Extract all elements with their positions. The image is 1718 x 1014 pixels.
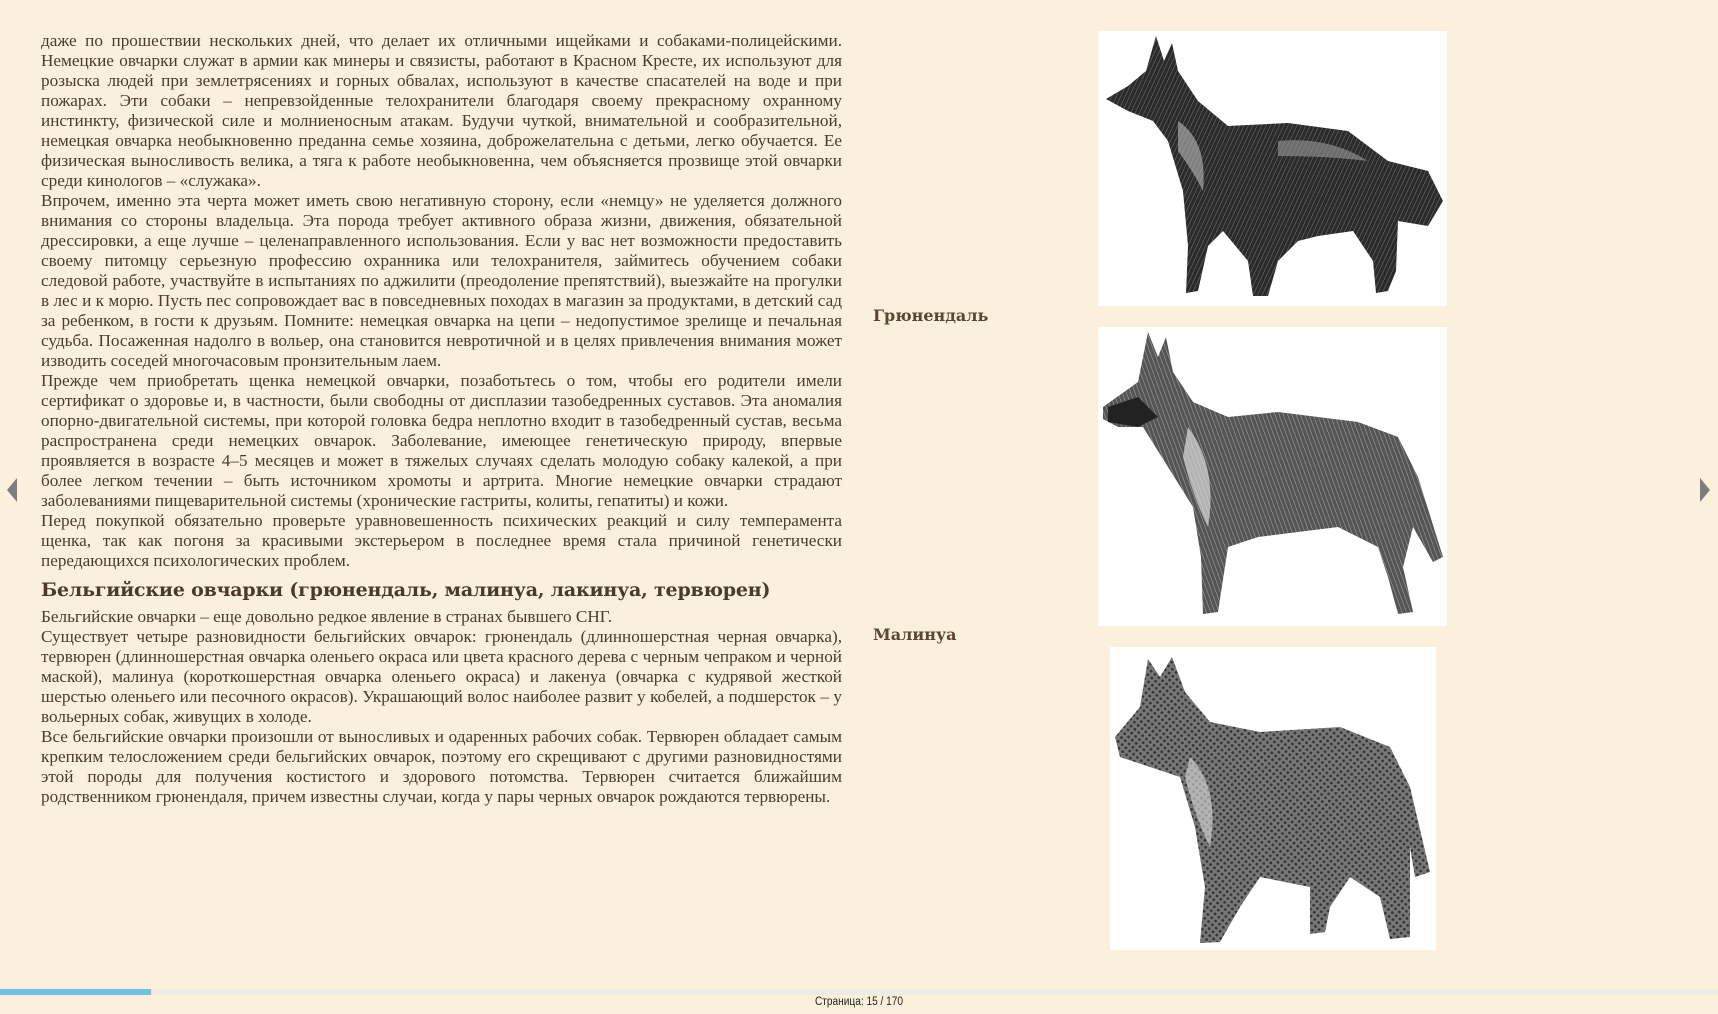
laekenois-dog-illustration-icon (1110, 647, 1436, 950)
paragraph: Перед покупкой обязательно проверьте уравновешенность психических реакций и силу темперамента щенка, так как погоня за красивыми экстерьером в последнее время стала причиной генетически передающихся психологических проблем. (41, 511, 842, 570)
next-page-arrow-icon[interactable] (1700, 478, 1710, 502)
book-text-column (41, 31, 842, 807)
reading-progress-bar[interactable] (0, 989, 1718, 995)
figure-image-malinois (1098, 327, 1447, 626)
paragraph: Существует четыре разновидности бельгийских овчарок: грюнендаль (длинношерстная черная овчарка), тервюрен (длинношерстная овчарка оленьего окраса или цвета красного дерева с черным чепраком и черной маской), малинуа (короткошерстная овчарка оленьего окраса) и лакенуа (овчарка с кудрявой жесткой шерстью оленьего или песочного окрасов). Украшающий волос наиболее развит у кобелей, а подшерсток – у вольерных собак, живущих в холоде. (41, 627, 842, 726)
page-counter: Страница: 15 / 170 (814, 996, 904, 1008)
previous-page-arrow-icon[interactable] (7, 478, 17, 502)
malinois-dog-illustration-icon (1098, 327, 1447, 626)
groenendael-dog-illustration-icon (1098, 31, 1447, 306)
paragraph: Впрочем, именно эта черта может иметь свою негативную сторону, если «немцу» не уделяется должного внимания со стороны владельца. Эта порода требует активного образа жизни, движения, обязательной дрессировки, а еще лучше – целенаправленного использования. Если у вас нет возможности предоставить своему питомцу серьезную профессию охранника или телохранителя, займитесь обучением собаки следовой работе, участвуйте в испытаниях по аджилити (преодоление препятствий), выезжайте на прогулки в лес и к морю. Пусть пес сопровождает вас в повседневных походах в магазин за продуктами, в детский сад за ребенком, в гости к друзьям. Помните: немецкая овчарка на цепи – недопустимое зрелище и печальная судьба. Посаженная надолго в вольер, она становится невротичной и в целях привлечения внимания может изводить соседей многочасовым пронзительным лаем. (41, 191, 842, 370)
figure-caption: Грюнендаль (873, 306, 989, 325)
figure-caption: Малинуа (873, 625, 957, 644)
paragraph: Все бельгийские овчарки произошли от выносливых и одаренных рабочих собак. Тервюрен обладает самым крепким телосложением среди бельгийских овчарок, поэтому его скрещивают с другими разновидностями этой породы для получения костистого и здорового потомства. Тервюрен считается ближайшим родственником грюнендаля, причем известны случаи, когда у пары черных овчарок рождаются тервюрены. (41, 727, 842, 806)
reading-progress-fill (0, 989, 151, 995)
section-heading: Бельгийские овчарки (грюнендаль, малинуа, лакинуа, тервюрен) (41, 579, 771, 601)
paragraph: Прежде чем приобретать щенка немецкой овчарки, позаботьтесь о том, чтобы его родители имели сертификат о здоровье и, в частности, были свободны от дисплазии тазобедренных суставов. Эта аномалия опорно-двигательной системы, при которой головка бедра неплотно входит в тазобедренный сустав, весьма распространена среди немецких овчарок. Заболевание, имеющее генетическую природу, впервые проявляется в возрасте 4–5 месяцев и может в тяжелых случаях сделать молодую собаку калекой, а при более легком течении – быть источником хромоты и артрита. Многие немецкие овчарки страдают заболеваниями пищеварительной системы (хронические гастриты, колиты, гепатиты) и кожи. (41, 371, 842, 510)
paragraph: Бельгийские овчарки – еще довольно редкое явление в странах бывшего СНГ. (41, 607, 613, 626)
figure-image-laekenois (1110, 647, 1436, 950)
figure-image-groenendael (1098, 31, 1447, 306)
paragraph: даже по прошествии нескольких дней, что делает их отличными ищейками и собаками-полицейскими. Немецкие овчарки служат в армии как минеры и связисты, работают в Красном Кресте, их используют для розыска людей при землетрясениях и горных обвалах, используют в качестве спасателей на воде и при пожарах. Эти собаки – непревзойденные телохранители благодаря своему прекрасному охранному инстинкту, физической силе и молниеносным атакам. Будучи чуткой, внимательной и сообразительной, немецкая овчарка необыкновенно преданна семье хозяина, доброжелательна с детьми, легко обучается. Ее физическая выносливость велика, а тяга к работе необыкновенна, чем объясняется прозвище этой овчарки среди кинологов – «служака». (41, 31, 842, 190)
